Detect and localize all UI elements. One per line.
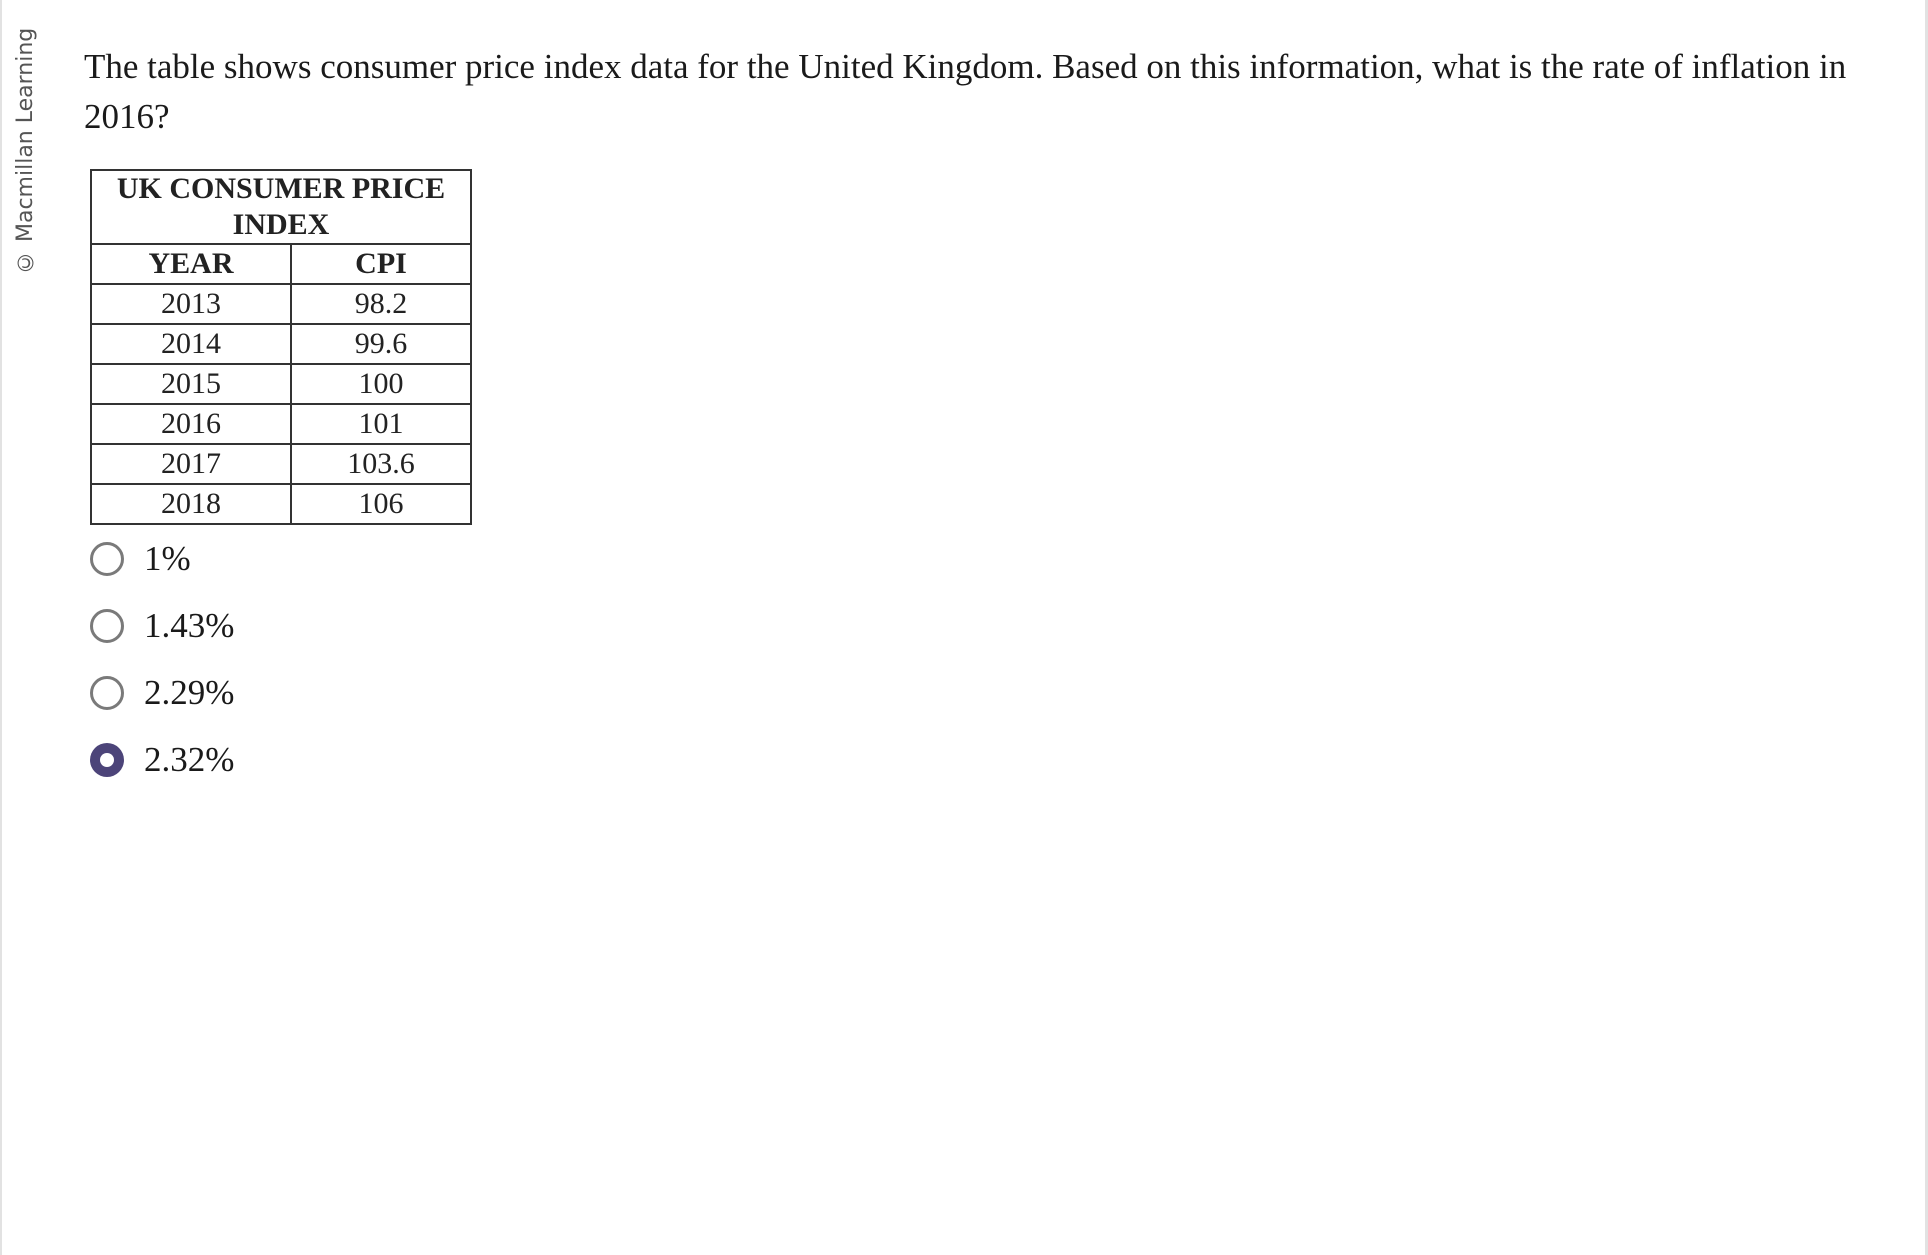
table-row [91, 484, 471, 524]
cpi-cell: 99.6 [291, 324, 471, 364]
copyright-label: © Macmillan Learning [13, 28, 38, 275]
radio-button[interactable] [90, 743, 124, 777]
answer-option-2[interactable] [90, 592, 234, 659]
column-header-cpi: CPI [291, 244, 471, 284]
year-cell: 2015 [91, 364, 291, 404]
cpi-cell: 98.2 [291, 284, 471, 324]
year-cell: 2014 [91, 324, 291, 364]
cpi-cell: 106 [291, 484, 471, 524]
year-cell: 2018 [91, 484, 291, 524]
answer-options [90, 525, 234, 793]
radio-button[interactable] [90, 542, 124, 576]
answer-option-3[interactable] [90, 659, 234, 726]
year-cell: 2017 [91, 444, 291, 484]
radio-button[interactable] [90, 676, 124, 710]
table-row [91, 444, 471, 484]
table-row [91, 324, 471, 364]
cpi-cell: 101 [291, 404, 471, 444]
cpi-table [90, 169, 472, 525]
answer-option-4[interactable] [90, 726, 234, 793]
year-cell: 2016 [91, 404, 291, 444]
option-label: 2.29% [144, 672, 235, 712]
table-row [91, 364, 471, 404]
left-border [0, 0, 2, 1255]
table-row [91, 404, 471, 444]
cpi-cell: 100 [291, 364, 471, 404]
option-label: 1.43% [144, 605, 235, 645]
table-row [91, 284, 471, 324]
table-title: UK CONSUMER PRICE INDEX [91, 170, 471, 244]
option-label: 1% [144, 538, 191, 578]
answer-option-1[interactable] [90, 525, 234, 592]
radio-button[interactable] [90, 609, 124, 643]
option-label: 2.32% [144, 739, 235, 779]
cpi-cell: 103.6 [291, 444, 471, 484]
column-header-year: YEAR [91, 244, 291, 284]
year-cell: 2013 [91, 284, 291, 324]
question-text: The table shows consumer price index data for the United Kingdom. Based on this information, what is the rate of inflation in 2016? [84, 47, 1847, 136]
